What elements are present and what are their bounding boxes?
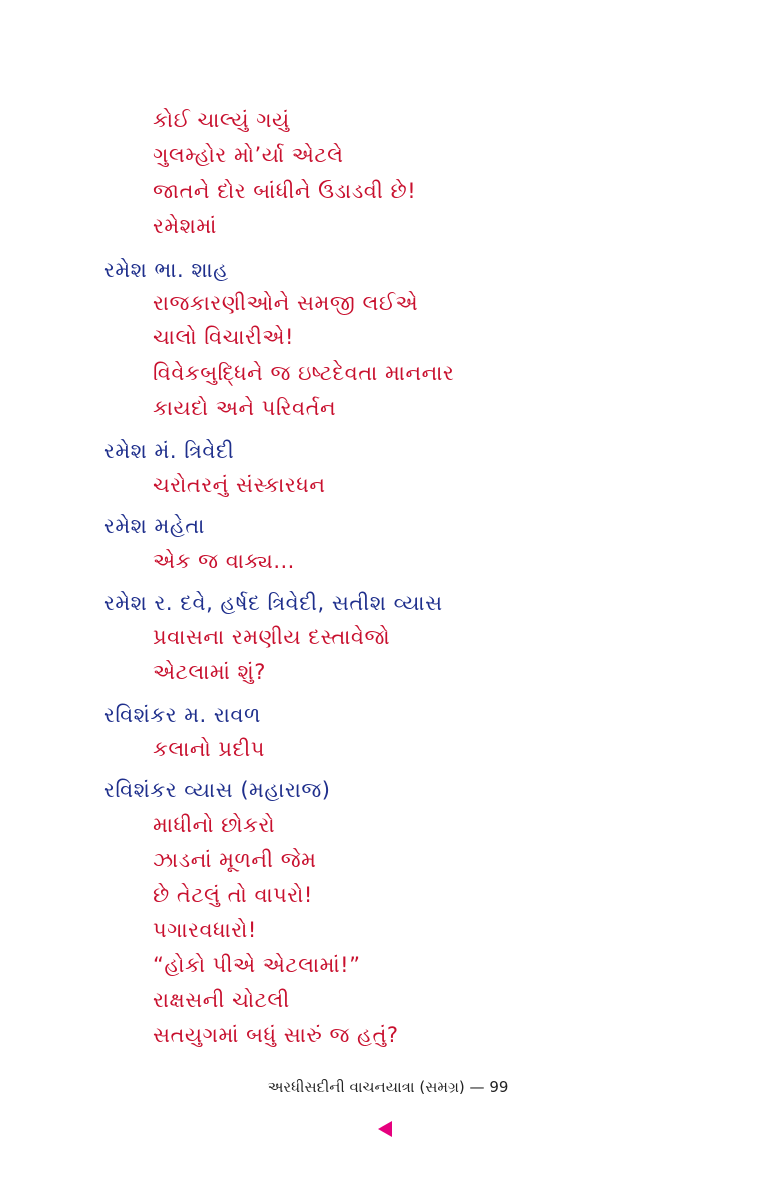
index-title: ઝાડનાં મૂળની જેમ bbox=[153, 848, 317, 872]
footer-book-title: અરધીસદીની વાચનયાત્રા (સમગ્ર) bbox=[267, 1078, 465, 1096]
index-author: રમેશ મહેતા bbox=[104, 514, 205, 538]
footer-page-number: 99 bbox=[489, 1078, 509, 1096]
index-title: ચાલો વિચારીએ! bbox=[153, 325, 294, 349]
index-title: રાજકારણીઓને સમજી લઈએ bbox=[153, 291, 419, 315]
index-author: રમેશ મં. ત્રિવેદી bbox=[104, 439, 235, 463]
index-title: પ્રવાસના રમણીય દસ્તાવેજો bbox=[153, 625, 391, 649]
index-title: પગારવધારો! bbox=[153, 918, 257, 942]
index-title: સતયુગમાં બધું સારું જ હતું? bbox=[153, 1023, 399, 1047]
index-author: રમેશ ભા. શાહ bbox=[104, 258, 229, 282]
index-title: છે તેટલું તો વાપરો! bbox=[153, 883, 313, 907]
page-footer bbox=[0, 1078, 776, 1096]
index-title: ચરોતરનું સંસ્કારધન bbox=[153, 473, 326, 497]
index-title: એક જ વાક્ય... bbox=[153, 549, 295, 573]
index-title: રમેશમાં bbox=[153, 214, 217, 238]
index-title: જાતને દોર બાંધીને ઉડાડવી છે! bbox=[153, 179, 417, 203]
index-title: વિવેકબુદ્ધિને જ ઇષ્ટદેવતા માનનાર bbox=[153, 361, 455, 385]
index-title: કાયદો અને પરિવર્તન bbox=[153, 396, 337, 420]
index-title: ગુલમ્હોર મો’ર્યા એટલે bbox=[153, 143, 344, 167]
index-author: રમેશ ર. દવે, હર્ષદ ત્રિવેદી, સતીશ વ્યાસ bbox=[104, 591, 443, 615]
index-title: માધીનો છોકરો bbox=[153, 813, 276, 837]
footer-separator: — bbox=[469, 1078, 485, 1096]
index-title: “હોકો પીએ એટલામાં!” bbox=[153, 953, 361, 977]
index-title: એટલામાં શું? bbox=[153, 660, 266, 684]
index-author: રવિશંકર વ્યાસ (મહારાજ) bbox=[104, 778, 331, 802]
left-triangle-icon[interactable] bbox=[378, 1121, 392, 1137]
index-author: રવિશંકર મ. રાવળ bbox=[104, 703, 261, 727]
index-title: કોઈ ચાલ્યું ગયું bbox=[153, 108, 290, 132]
index-title: કલાનો પ્રદીપ bbox=[153, 737, 265, 761]
index-title: રાક્ષસની ચોટલી bbox=[153, 988, 290, 1012]
